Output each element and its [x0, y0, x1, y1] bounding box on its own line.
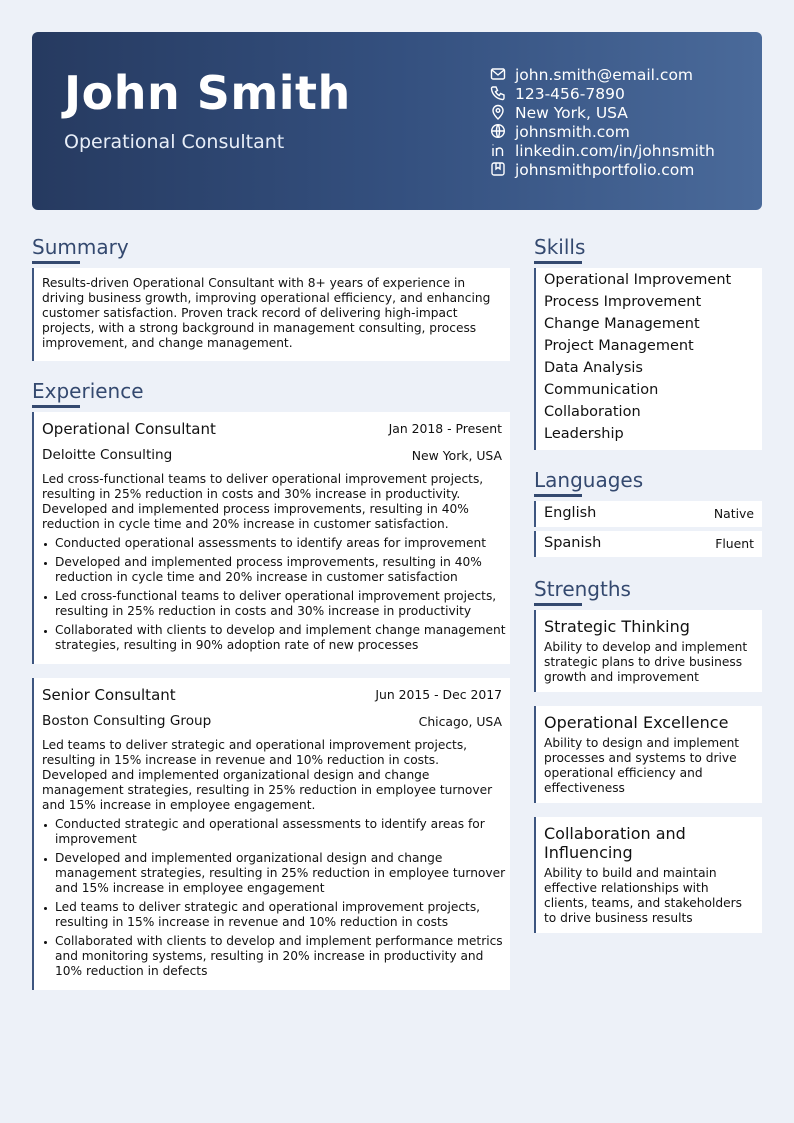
contact-website[interactable] — [490, 122, 715, 141]
language-name: Spanish — [544, 535, 602, 551]
experience-heading: Experience — [32, 379, 144, 403]
globe-icon — [490, 123, 507, 140]
strength-description: Ability to design and implement processes and systems to drive operational efficiency and effectiveness — [544, 736, 740, 795]
job-location-1: New York, USA — [411, 448, 502, 463]
contact-email[interactable] — [490, 65, 715, 84]
skill-item: Communication — [544, 382, 659, 398]
strengths-heading: Strengths — [534, 577, 631, 601]
job-location-2: Chicago, USA — [418, 714, 502, 729]
experience-heading-underline — [32, 405, 80, 408]
contact-website-text[interactable]: johnsmith.com — [515, 122, 630, 141]
job-company-1: Deloitte Consulting — [42, 447, 173, 463]
strengths-heading-underline — [534, 603, 582, 606]
languages-heading-underline — [534, 494, 582, 497]
skill-item: Data Analysis — [544, 360, 643, 376]
phone-icon — [490, 85, 507, 102]
contact-linkedin[interactable] — [490, 141, 715, 160]
list-item: Led teams to deliver strategic and operational improvement projects, resulting in 15% increase in revenue and 10% reduction in costs — [42, 900, 506, 930]
contact-phone-text[interactable]: 123-456-7890 — [515, 84, 625, 103]
contact-portfolio[interactable] — [490, 160, 715, 179]
job-company-2: Boston Consulting Group — [42, 713, 212, 729]
summary-text: Results-driven Operational Consultant with 8+ years of experience in driving business growth, improving operational efficiency, and enhancing customer satisfaction. Proven track record of delivering high-impact projects, with a strong background in management consulting, process improvement, and change management. — [42, 276, 491, 350]
job-description-2: Led teams to deliver strategic and operational improvement projects, resulting in 15% increase in revenue and 10% reduction in costs. Developed and implemented organizational design and change management strategies, resulting in 25% reduction in employee turnover and 15% increase in employee engagement. — [42, 738, 493, 812]
contact-phone[interactable] — [490, 84, 715, 103]
candidate-title: Operational Consultant — [64, 131, 285, 153]
location-icon — [490, 104, 507, 121]
languages-heading: Languages — [534, 468, 644, 492]
resume-header — [32, 32, 762, 210]
job-bullets-2 — [42, 817, 506, 983]
strength-description: Ability to build and maintain effective relationships with clients, teams, and stakeholders to drive business results — [544, 866, 742, 925]
skill-item: Project Management — [544, 338, 694, 354]
contact-email-text[interactable]: john.smith@email.com — [515, 65, 694, 84]
strength-title: Collaboration and Influencing — [544, 824, 686, 862]
job-date-1: Jan 2018 - Present — [388, 421, 502, 436]
skills-heading-underline — [534, 261, 582, 264]
contact-location-text: New York, USA — [515, 103, 628, 122]
job-title-2: Senior Consultant — [42, 686, 176, 704]
job-bullets-1 — [42, 536, 506, 657]
contact-portfolio-text[interactable]: johnsmithportfolio.com — [515, 160, 695, 179]
job-title-1: Operational Consultant — [42, 420, 216, 438]
skill-item: Process Improvement — [544, 294, 702, 310]
skill-item: Operational Improvement — [544, 272, 732, 288]
contact-linkedin-text[interactable]: linkedin.com/in/johnsmith — [515, 141, 715, 160]
language-name: English — [544, 505, 597, 521]
language-level: Fluent — [715, 536, 754, 551]
summary-heading: Summary — [32, 235, 129, 259]
contact-list — [490, 65, 715, 179]
list-item: Conducted strategic and operational assessments to identify areas for improvement — [42, 817, 506, 847]
list-item: Developed and implemented process improvements, resulting in 40% reduction in cycle time and 20% increase in customer satisfaction — [42, 555, 506, 585]
list-item: Conducted operational assessments to identify areas for improvement — [42, 536, 506, 551]
list-item: Collaborated with clients to develop and implement performance metrics and monitoring systems, resulting in 20% increase in productivity and 10% reduction in defects — [42, 934, 506, 979]
skill-item: Change Management — [544, 316, 700, 332]
job-description-1: Led cross-functional teams to deliver operational improvement projects, resulting in 25% reduction in costs and 30% increase in productivity. Developed and implemented process improvements, resulting in 40% reduction in cycle time and 20% increase in customer satisfaction. — [42, 472, 484, 531]
strength-title: Strategic Thinking — [544, 617, 690, 636]
list-item: Collaborated with clients to develop and implement change management strategies, resulting in 90% adoption rate of new processes — [42, 623, 506, 653]
linkedin-icon — [490, 142, 507, 159]
language-level: Native — [713, 506, 754, 521]
skill-item: Collaboration — [544, 404, 641, 420]
list-item: Led cross-functional teams to deliver operational improvement projects, resulting in 25% reduction in costs and 30% increase in productivity — [42, 589, 506, 619]
strength-title: Operational Excellence — [544, 713, 729, 732]
contact-location — [490, 103, 715, 122]
mail-icon — [490, 66, 507, 83]
job-date-2: Jun 2015 - Dec 2017 — [375, 687, 502, 702]
skills-heading: Skills — [534, 235, 586, 259]
portfolio-icon — [490, 161, 507, 178]
list-item: Developed and implemented organizational design and change management strategies, resulting in 25% reduction in employee turnover and 15% increase in employee engagement — [42, 851, 506, 896]
skill-item: Leadership — [544, 426, 624, 442]
summary-heading-underline — [32, 261, 80, 264]
candidate-name: John Smith — [64, 66, 351, 120]
strength-description: Ability to develop and implement strategic plans to drive business growth and improvement — [544, 640, 748, 684]
